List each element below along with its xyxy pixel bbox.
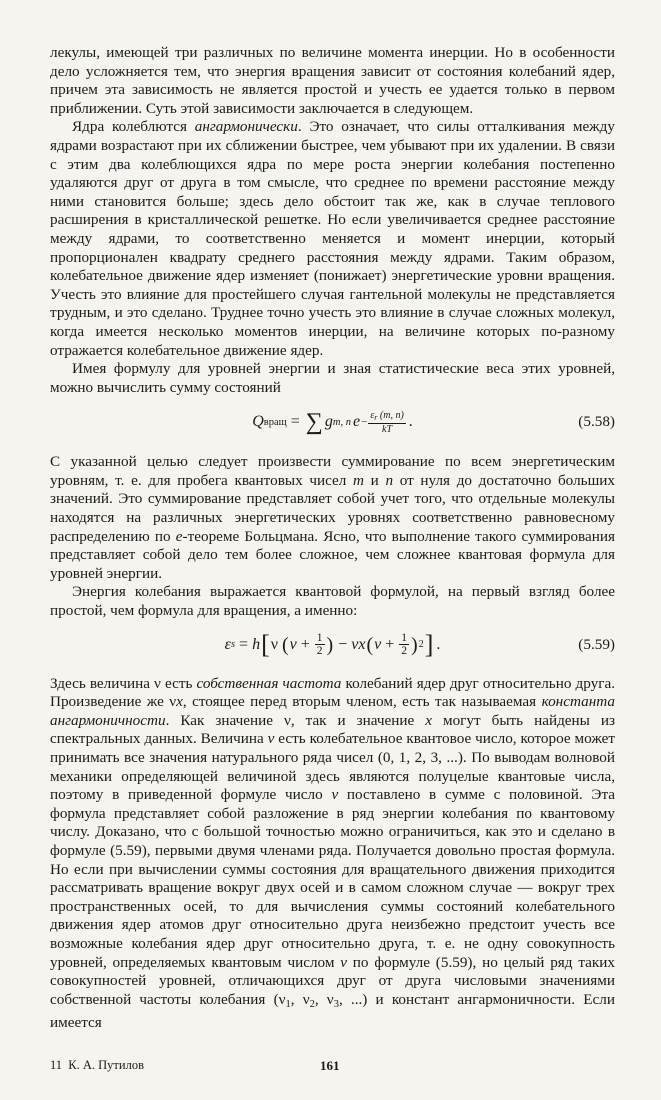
- equals-sign: =: [235, 635, 253, 653]
- subscript-3: 3: [333, 998, 339, 1010]
- exponent: [361, 410, 407, 435]
- subscript-2: 2: [309, 998, 315, 1010]
- subscript-1: 1: [285, 998, 291, 1010]
- right-paren-2: ): [411, 633, 418, 656]
- left-paren-1: (: [281, 633, 289, 656]
- text: колебаний ядер друг относительно друга. Произведение же ν: [50, 674, 615, 711]
- h-symbol: h: [252, 635, 261, 653]
- var-v: v: [331, 786, 339, 804]
- text: поставлено в сумме с половиной. Эта формула представляет собой разложение в ряд энергии колебания по квантовому числу. Доказано, что с большой точностью можно ограничиться, как это и сделано в формуле (5.59), первыми двумя членами ряда. Получается довольно простая формула. Но если при вычислении суммы состояния для вращательного движения приходится рассматривать вращение вокруг двух осей и в самом сложном случае — вокруг трех пространственных осей, то для вычисления суммы состояний колебательного движения ядер атомов друг относительно друга неизбежно предстоит учесть все возможные колебания ядер друг относительно друга, т. е. не одну совокупность уровней, определяемых квантовым числом: [50, 786, 616, 971]
- text: . Это означает, что силы отталкивания между ядрами возрастают при их сближении быстрее, чем убывают при их удалении. В связи с этим два колеблющихся ядра по мере роста энергии колебания постепенно удаляются друг от друга в том смысле, что среднее по времени расстояние между ними становится больше; здесь дело обстоит так же, как в случае теплового расширения в кристаллической решетке. Но если увеличивается среднее расстояние между ядрами, то соответственно меняется и момент инерции, который пропорционален квадрату среднего расстояния между ядрами. Таким образом, колебательное движение ядер изменяет (понижает) энергетические уровни вращения. Учесть это влияние для простейшего случая гантельной молекулы не представляется трудным, и это сделано. Труднее точно учесть это влияние в случае сложных молекул, когда имеется несколько моментов инерции, на величине которых по-разному отражается колебательное движение ядер.: [50, 118, 615, 359]
- text: Ядра колеблются: [72, 118, 195, 136]
- equation-number-5-58: (5.58): [578, 413, 615, 431]
- text: от нуля до достаточно больших значений. Это суммирование представляет собой учет того, что отдельные молекулы находятся на различных энергетических уровнях соответственно равновесному распределению по: [50, 471, 615, 545]
- half-num-2: 1: [401, 632, 408, 645]
- exp-fraction: [368, 410, 405, 435]
- v-symbol: v: [289, 635, 297, 653]
- exp-denominator: kT: [382, 423, 393, 435]
- v-symbol-2: v: [374, 635, 382, 653]
- text: , ν: [314, 990, 334, 1008]
- right-bracket: ]: [424, 629, 434, 659]
- half-den: 2: [316, 645, 323, 658]
- text: С указанной целью следует произвести суммирование по всем энергетическим уровням, т. е. для пробега квантовых чисел: [50, 453, 615, 489]
- paragraph-1: [50, 44, 615, 118]
- paragraph-6: [50, 675, 615, 1033]
- var-v: v: [340, 953, 347, 971]
- page-number: 161: [320, 1058, 340, 1073]
- page-footer: [50, 1058, 615, 1074]
- half-fraction-2: [399, 632, 409, 657]
- plus-sign-2: +: [381, 635, 399, 653]
- formula-5-59: [50, 621, 615, 669]
- text: , стоящее перед вторым членом, есть так называемая: [182, 693, 542, 711]
- minus-sign: −: [334, 635, 352, 653]
- formula-end-dot: .: [408, 413, 413, 431]
- g-subscript: m, n: [332, 416, 351, 428]
- epsilon: ε: [370, 409, 375, 421]
- var-v: v: [267, 730, 275, 748]
- plus-sign: +: [296, 635, 314, 653]
- q-symbol: Q: [252, 413, 264, 431]
- paragraph-3: [50, 360, 615, 397]
- paragraph-4: [50, 453, 615, 583]
- formula-5-58-body: [252, 410, 413, 435]
- half-den-2: 2: [401, 645, 408, 658]
- text: могут быть найдены из спектральных данных. Величина: [50, 711, 615, 748]
- epsilon-s: ε: [224, 635, 231, 653]
- left-paren-2: (: [366, 633, 374, 656]
- equals-sign: =: [286, 413, 304, 431]
- term-anharmonicity-constant: константа ангармоничности: [50, 693, 615, 729]
- half-num: 1: [316, 632, 323, 645]
- formula-5-58: [50, 397, 615, 447]
- text: Имея формулу для уровней энергии и зная статистические веса этих уровней, можно вычислить сумму состояний: [50, 360, 615, 396]
- g-symbol: g: [324, 413, 333, 431]
- paragraph-2: [50, 118, 615, 360]
- epsilon-sub: r: [374, 412, 378, 422]
- formula-5-59-body: [224, 629, 441, 659]
- equation-number-5-59: (5.59): [578, 635, 615, 653]
- var-x: x: [425, 711, 432, 729]
- var-n: n: [385, 471, 394, 489]
- right-paren-1: ): [326, 633, 334, 656]
- term-anharmonic: ангармонически: [194, 118, 298, 136]
- left-bracket: [: [261, 629, 270, 659]
- half-fraction-1: [315, 632, 325, 657]
- text: и: [364, 471, 386, 489]
- text: по формуле (5.59), но целый ряд таких совокупностей уровней, отличающихся друг от друга числовыми значениями собственной частоты колебания (ν: [50, 953, 615, 1008]
- text: есть колебательное квантовое число, которое может принимать все значения натурального ряда чисел (0, 1, 2, 3, ...). По выводам волновой механики определяющей величиной здесь являются полуцелые квантовые числа, поэтому в приведенной формуле число: [50, 730, 615, 804]
- formula-end-dot: .: [436, 635, 441, 653]
- paragraph-1-text: лекулы, имеющей три различных по величине момента инерции. Но в особенности дело усложняется тем, что энергия вращения зависит от состояния колебаний ядер, причем эта зависимость не является простой и учесть ее удается только в первом приближении. Суть этой зависимости заключается в следующем.: [50, 44, 615, 117]
- paragraph-5: [50, 583, 615, 620]
- sum-sign: ∑: [305, 409, 323, 436]
- var-x: x: [176, 693, 183, 711]
- text: , ...) и констант ангармоничности. Если имеется: [50, 990, 615, 1032]
- var-e: e: [175, 527, 183, 545]
- nu-x: νx: [351, 635, 366, 653]
- exp-numerator: [368, 410, 405, 424]
- square-exponent: 2: [418, 639, 424, 651]
- q-subscript: вращ: [263, 416, 287, 428]
- text: , ν: [290, 990, 310, 1008]
- text: . Как значение ν, так и значение: [165, 711, 426, 729]
- nu-symbol: ν: [270, 635, 278, 653]
- signature-mark: 11 К. А. Путилов: [50, 1058, 144, 1072]
- text: Здесь величина ν есть: [50, 674, 197, 692]
- epsilon-args: (m, n): [377, 409, 404, 421]
- e-symbol: e: [352, 413, 361, 431]
- exp-minus: −: [361, 416, 368, 429]
- term-eigenfrequency: собственная частота: [196, 674, 342, 692]
- text: Энергия колебания выражается квантовой формулой, на первый взгляд более простой, чем формула для вращения, а именно:: [50, 583, 615, 620]
- epsilon-s-sub: s: [230, 639, 236, 651]
- var-m: m: [353, 471, 364, 489]
- text: -теореме Больцмана. Ясно, что выполнение такого суммирования представляет собой дело тем более сложное, чем сложнее квантовая формула для уровней энергии.: [50, 527, 615, 582]
